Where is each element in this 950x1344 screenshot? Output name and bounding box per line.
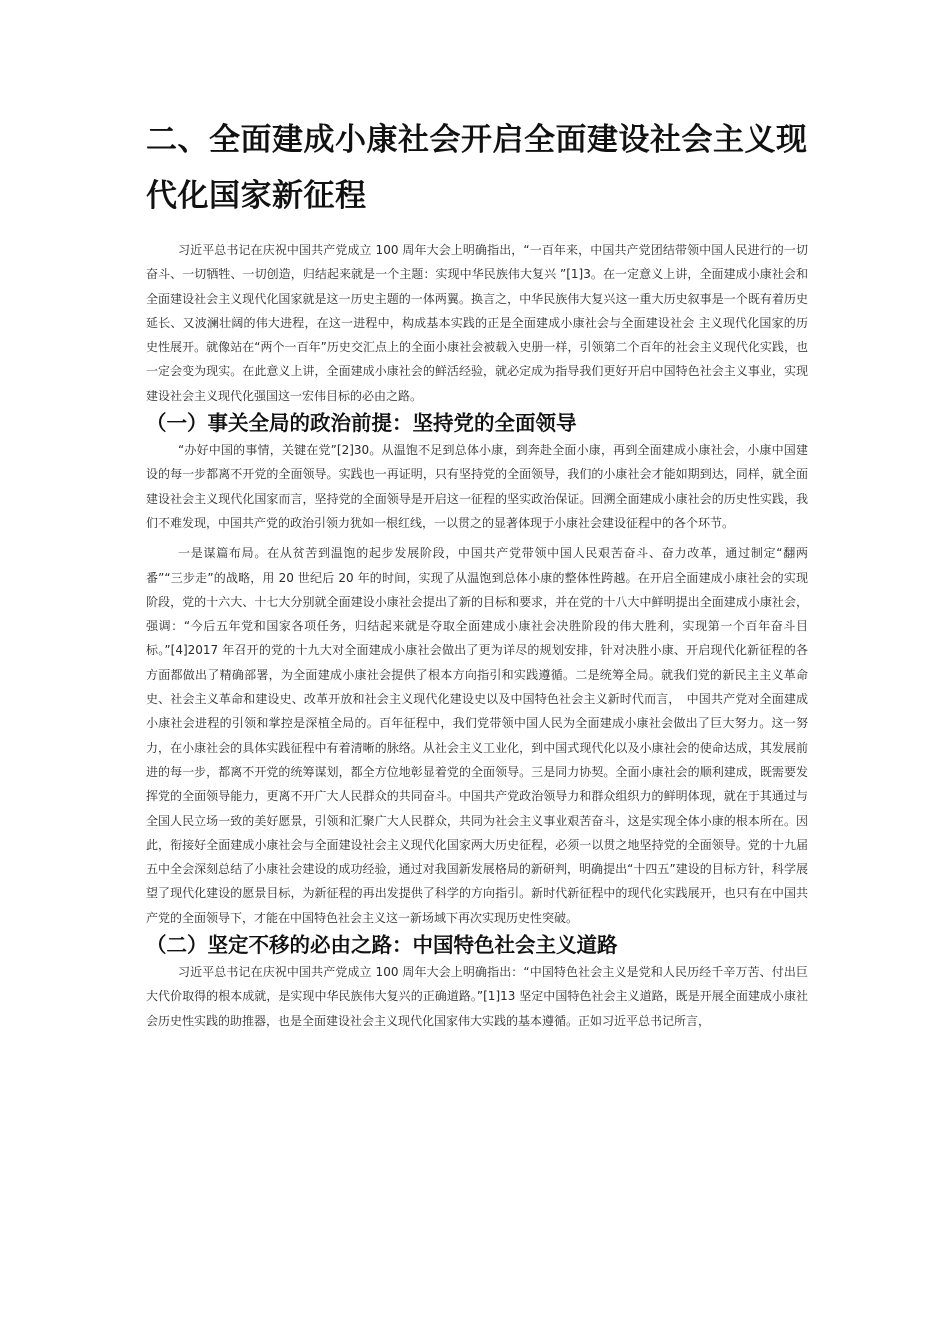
intro-paragraph: 习近平总书记在庆祝中国共产党成立 100 周年大会上明确指出，“一百年来，中国共产党团结带领中国人民进行的一切奋斗、一切牺牲、一切创造，归结起来就是一个主题：实现中华民族伟大复兴 ”[1]3。在一定意义上讲，全面建成小康社会和全面建设社会主义现代化国家就是这一历史主题的一体两翼。换言之，中华民族伟大复兴这一重大历史叙事是一个既有着历史延长、又波澜壮阔的伟大进程，在这一进程中，构成基本实践的正是全面建成小康社会与全面建设社会 主义现代化国家的历史性展开。就像站在“两个一百年”历史交汇点上的全面小康社会被载入史册一样，引领第二个百年的社会主义现代化实践，也一定会变为现实。在此意义上讲，全面建成小康社会的鲜活经验，就必定成为指导我们更好开启中国特色社会主义事业，实现建设社会主义现代化强国这一宏伟目标的必由之路。	[146, 243, 808, 403]
section-1-paragraph-1: “办好中国的事情，关键在党”[2]30。从温饱不足到总体小康，到奔赴全面小康，再到全面建成小康社会，小康中国建设的每一步都离不开党的全面领导。实践也一再证明，只有坚持党的全面领导，我们的小康社会才能如期到达，同样，就全面建设社会主义现代化国家而言，坚持党的全面领导是开启这一征程的坚实政治保证。回溯全面建成小康社会的历史性实践，我们不难发现，中国共产党的政治引领力犹如一根红线，一以贯之的显著体现于小康社会建设征程中的各个环节。	[146, 443, 808, 530]
document-page	[146, 112, 808, 1033]
document-title: 二、全面建成小康社会开启全面建设社会主义现代化国家新征程	[146, 122, 808, 214]
section-heading-2: （二）坚定不移的必由之路：中国特色社会主义道路	[146, 933, 618, 958]
section-1-paragraph-2: 一是谋篇布局。在从贫苦到温饱的起步发展阶段，中国共产党带领中国人民艰苦奋斗、奋力改革，通过制定“翻两番”“三步走”的战略，用 20 世纪后 20 年的时间，实现了从温饱到总体小康的整体性跨越。在开启全面建成小康社会的实现阶段，党的十六大、十七大分别就全面建设小康社会提出了新的目标和要求，并在党的十八大中鲜明提出全面建成小康社会，强调：“今后五年党和国家各项任务，归结起来就是夺取全面建成小康社会决胜阶段的伟大胜利，实现第一个百年奋斗目标。”[4]2017 年召开的党的十九大对全面建成小康社会做出了更为详尽的规划安排，针对决胜小康、开启现代化新征程的各方面都做出了精确部署，为全面建成小康社会提供了根本方向指引和实践遵循。二是统筹全局。就我们党的新民主主义革命史、社会主义革命和建设史、改革开放和社会主义现代化建设史以及中国特色社会主义新时代而言， 中国共产党对全面建成小康社会进程的引领和掌控是深植全局的。百年征程中，我们党带领中国人民为全面建成小康社会做出了巨大努力。这一努力，在小康社会的具体实践征程中有着清晰的脉络。从社会主义工业化，到中国式现代化以及小康社会的使命达成，其发展前进的每一步，都离不开党的统筹谋划，都全方位地彰显着党的全面领导。三是同力协契。全面小康社会的顺利建成，既需要发挥党的全面领导能力，更离不开广大人民群众的共同奋斗。中国共产党政治领导力和群众组织力的鲜明体现，就在于其通过与全国人民立场一致的美好愿景，引领和汇聚广大人民群众，共同为社会主义事业艰苦奋斗，这是实现全体小康的根本所在。因此，衔接好全面建成小康社会与全面建设社会主义现代化国家两大历史征程，必须一以贯之地坚持党的全面领导。党的十九届五中全会深刻总结了小康社会建设的成功经验，通过对我国新发展格局的新研判，明确提出“十四五”建设的目标方针，科学展望了现代化建设的愿景目标，为新征程的再出发提供了科学的方向指引。新时代新征程中的现代化实践展开，也只有在中国共产党的全面领导下，才能在中国特色社会主义这一新场域下再次实现历史性突破。	[146, 546, 808, 925]
section-2-paragraph-1: 习近平总书记在庆祝中国共产党成立 100 周年大会上明确指出：“中国特色社会主义是党和人民历经千辛万苦、付出巨大代价取得的根本成就，是实现中华民族伟大复兴的正确道路。”[1]13 坚定中国特色社会主义道路，既是开展全面建成小康社会历史性实践的助推器，也是全面建设社会主义现代化国家伟大实践的基本遵循。正如习近平总书记所言，	[146, 965, 808, 1028]
section-heading-1: （一）事关全局的政治前提：坚持党的全面领导	[146, 411, 577, 436]
